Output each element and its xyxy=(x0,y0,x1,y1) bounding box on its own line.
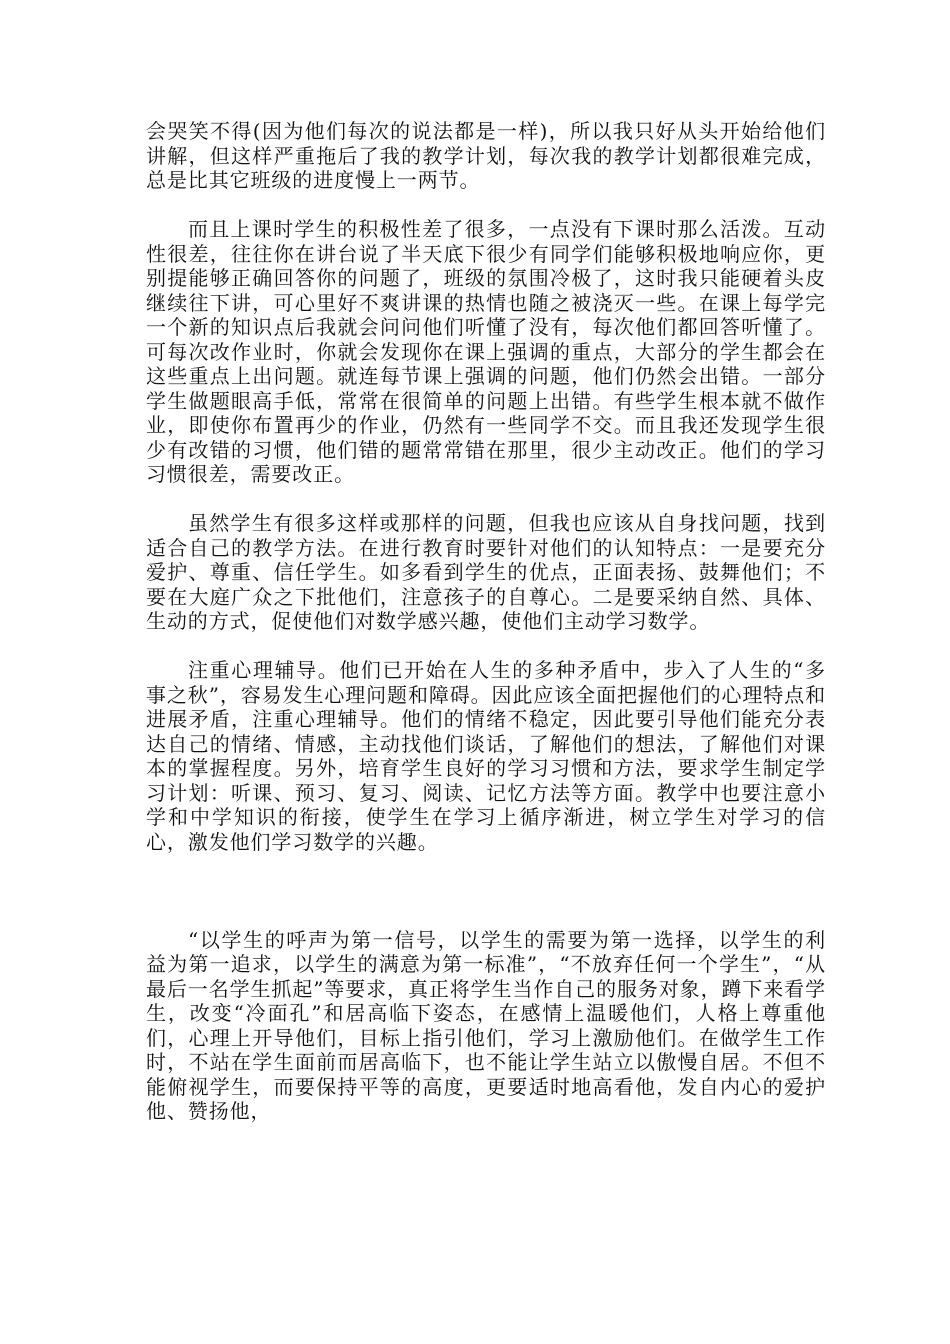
paragraph-teaching-methods: 虽然学生有很多这样或那样的问题，但我也应该从自身找问题，找到适合自己的教学方法。在进行教育时要针对他们的认知特点：一是要充分爱护、尊重、信任学生。如多看到学生的优点，正面表扬、鼓舞他们；不要在大庭广众之下批他们，注意孩子的自尊心。二是要采纳自然、具体、生动的方式，促使他们对数学感兴趣，使他们主动学习数学。 xyxy=(146,511,826,633)
paragraph-spacer xyxy=(146,193,826,218)
paragraph-psychological-guidance: 注重心理辅导。他们已开始在人生的多种矛盾中，步入了人生的“多事之秋”，容易发生心理问题和障碍。因此应该全面把握他们的心理特点和进展矛盾，注重心理辅导。他们的情绪不稳定，因此要引导他们能充分表达自己的情绪、情感，主动找他们谈话，了解他们的想法，了解他们对课本的掌握程度。另外，培育学生良好的学习习惯和方法，要求学生制定学习计划：听课、预习、复习、阅读、记忆方法等方面。教学中也要注意小学和中学知识的衔接，使学生在学习上循序渐进，树立学生对学习的信心，激发他们学习数学的兴趣。 xyxy=(146,658,826,854)
paragraph-class-participation: 而且上课时学生的积极性差了很多，一点没有下课时那么活泼。互动性很差，往往你在讲台说了半天底下很少有同学们能够积极地响应你，更别提能够正确回答你的问题了，班级的氛围冷极了，这时我只能硬着头皮继续往下讲，可心里好不爽讲课的热情也随之被浇灭一些。在课上每学完一个新的知识点后我就会问问他们听懂了没有，每次他们都回答听懂了。可每次改作业时，你就会发现你在课上强调的重点，大部分的学生都会在这些重点上出问题。就连每节课上强调的问题，他们仍然会出错。一部分学生做题眼高手低，常常在很简单的问题上出错。有些学生根本就不做作业，即使你布置再少的作业，仍然有一些同学不交。而且我还发现学生很少有改错的习惯，他们错的题常常错在那里，很少主动改正。他们的学习习惯很差，需要改正。 xyxy=(146,217,826,486)
document-page xyxy=(146,119,826,1124)
paragraph-student-first: “以学生的呼声为第一信号，以学生的需要为第一选择，以学生的利益为第一追求，以学生的满意为第一标准”，“不放弃任何一个学生”，“从最后一名学生抓起”等要求，真正将学生当作自己的服务对象，蹲下来看学生，改变“冷面孔”和居高临下姿态，在感情上温暖他们，人格上尊重他们，心理上开导他们，目标上指引他们，学习上激励他们。在做学生工作时，不站在学生面前而居高临下，也不能让学生站立以傲慢自居。不但不能俯视学生，而要保持平等的高度，更要适时地高看他，发自内心的爱护他、赞扬他， xyxy=(146,927,826,1123)
paragraph-continuation: 会哭笑不得(因为他们每次的说法都是一样)，所以我只好从头开始给他们讲解，但这样严重拖后了我的教学计划，每次我的教学计划都很难完成，总是比其它班级的进度慢上一两节。 xyxy=(146,119,826,192)
section-spacer xyxy=(146,854,826,928)
paragraph-spacer xyxy=(146,634,826,659)
paragraph-spacer xyxy=(146,487,826,512)
